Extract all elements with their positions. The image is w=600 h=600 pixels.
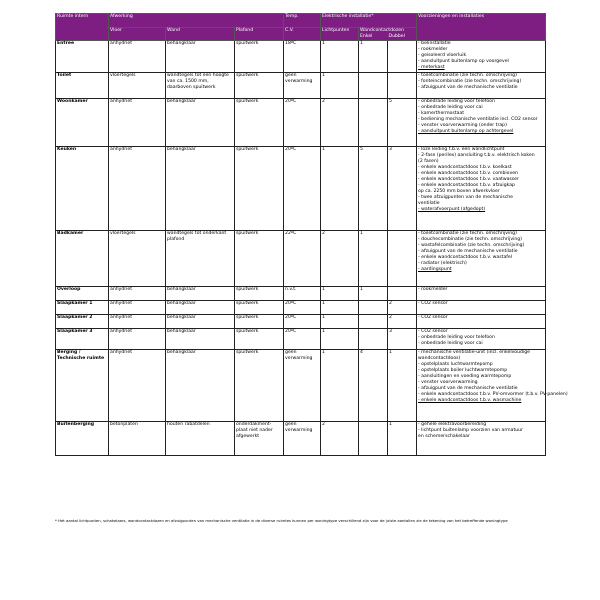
enkel-cell (359, 99, 388, 147)
dubbel-cell: 2 (388, 315, 417, 329)
lichtpunten-cell: 1 (321, 41, 359, 73)
ceiling-cell: spuitwerk (235, 301, 284, 315)
voorziening-item: - enkele wandcontactdoos t.b.v. koelkast (418, 165, 512, 170)
enkel-cell (359, 315, 388, 329)
floor-cell: vloertegels (109, 231, 166, 287)
header-afwerking: Afwerking (109, 14, 284, 28)
dubbel-cell: 1 (388, 422, 417, 456)
lichtpunten-cell: 2 (321, 99, 359, 147)
wall-cell: wandtegels tot onderkant plafond (166, 231, 235, 287)
voorziening-item: - fonteincombinatie (zie techn. omschrijving) (418, 79, 522, 84)
room-cell: Badkamer (56, 231, 109, 287)
voorziening-item: - enkele wandcontactdoos t.b.v. wastafel (418, 255, 512, 260)
voorziening-item: - douchecombinatie (zie techn. omschrijving) (418, 237, 522, 242)
wall-cell: behangklaar (166, 287, 235, 301)
footnote: * Het aantal lichtpunten, schakelaars, wandcontactdozen en afzuigpunten van mechanische ventilatie in de diverse ruimtes kunnen per woningtype verschillend zijn voor de juiste aantallen zie de tekening van het betreffende woningtype (55, 518, 508, 523)
dubbel-cell (388, 73, 417, 99)
header-wcd-cell (359, 28, 417, 41)
floor-cell: anhydriet (109, 350, 166, 422)
header-wandcontactdozen: Wandcontactdozen (360, 28, 404, 33)
dubbel-cell: 5 (388, 99, 417, 147)
header-lichtpunten: Lichtpunten (321, 28, 359, 41)
voorziening-item: - gehele elektravoorbereiding (418, 422, 487, 427)
voorziening-item: - enkele wandcontactdoos t.b.v. combioven (418, 171, 518, 176)
dubbel-cell (388, 287, 417, 301)
voorziening-item: - opstelplaats boiler luchtwarmtepomp (418, 368, 508, 373)
temp-cell: geen verwarming (284, 422, 321, 456)
room-cell: Berging / Technische ruimte (56, 350, 109, 422)
table-row (56, 422, 546, 456)
floor-cell: anhydriet (109, 287, 166, 301)
voorzieningen-cell (417, 315, 546, 329)
voorziening-item: - venster voorverwarming (onder trap) (418, 123, 507, 128)
lichtpunten-cell: 2 (321, 422, 359, 456)
enkel-cell: 5 (359, 147, 388, 231)
voorziening-item: - afzuigpunt van de mechanische ventilatie (418, 386, 518, 391)
room-cell: Buitenberging (56, 422, 109, 456)
voorziening-item: - onbedrade leiding voor cai (418, 341, 483, 346)
table-row (56, 99, 546, 147)
temp-cell: 18ºC (284, 41, 321, 73)
voorziening-item: - enkele wandcontactdoos t.b.v. wasmachine (418, 398, 522, 403)
voorziening-item: - meterkast (418, 65, 445, 70)
wall-cell: behangklaar (166, 301, 235, 315)
room-cell: Slaapkamer 3 (56, 329, 109, 350)
wall-cell: behangklaar (166, 41, 235, 73)
table-row (56, 329, 546, 350)
temp-cell: 20ºC (284, 329, 321, 350)
room-cell: Slaapkamer 2 (56, 315, 109, 329)
enkel-cell (359, 329, 388, 350)
voorziening-item: - venster voorverwarming (418, 380, 478, 385)
floor-cell: anhydriet (109, 301, 166, 315)
voorzieningen-list (418, 329, 544, 347)
voorziening-item: wandcontactdoos) (418, 356, 461, 361)
table-row (56, 315, 546, 329)
voorzieningen-cell (417, 422, 546, 456)
ceiling-cell: onderdakment-plaat niet nader afgewerkt (235, 422, 284, 456)
voorziening-item: - aansluitpunt buitenlamp op voorgevel (418, 59, 509, 64)
room-cell: Entree (56, 41, 109, 73)
voorzieningen-list (418, 301, 544, 307)
enkel-cell: 1 (359, 231, 388, 287)
voorziening-item: op ca. 2250 mm boven afwerkvloer (418, 189, 500, 194)
lichtpunten-cell: 1 (321, 350, 359, 422)
header-cv: C.V. (284, 28, 321, 41)
ceiling-cell: spuitwerk (235, 99, 284, 147)
voorziening-item: - rookmelder (418, 287, 448, 292)
voorziening-item: - aansluitingen en voeding warmtepomp (418, 374, 512, 379)
voorziening-item: - lichtpunt buitenlamp voorzien van armatuur (418, 428, 523, 433)
table-body (56, 41, 568, 456)
voorziening-item: - onbedrade leiding voor telefoon (418, 335, 495, 340)
voorzieningen-list (418, 73, 544, 91)
table-row (56, 301, 546, 315)
temp-cell: geen verwarming (284, 73, 321, 99)
voorziening-item: - radiator (elektrisch) (418, 261, 467, 266)
dubbel-cell: 3 (388, 329, 417, 350)
voorzieningen-cell (417, 287, 546, 301)
lichtpunten-cell: 1 (321, 315, 359, 329)
wall-cell: behangklaar (166, 350, 235, 422)
dubbel-cell: 1 (388, 350, 417, 422)
table-row (56, 147, 546, 231)
voorziening-item: - aansluitpunt buitenlamp op achtergevel (418, 129, 514, 134)
voorziening-item: - CO2 sensor (418, 301, 448, 306)
header-ruimte: Ruimte intern (56, 14, 109, 41)
voorziening-item: - rookmelder (418, 47, 448, 52)
dubbel-cell (388, 41, 417, 73)
voorziening-item: - waterafvoerpunt (afgedopt) (418, 207, 486, 212)
dubbel-cell: 3 (388, 147, 417, 231)
voorzieningen-list (418, 287, 544, 293)
wall-cell: behangklaar (166, 147, 235, 231)
table-row (56, 73, 546, 99)
lichtpunten-cell: 1 (321, 287, 359, 301)
ceiling-cell: spuitwerk (235, 287, 284, 301)
voorziening-item: - aardingspunt (418, 267, 452, 272)
header-wand: Wand (166, 28, 235, 41)
voorziening-item: - loze leiding t.b.v. een wandlichtpunt (418, 147, 505, 152)
voorziening-item: - 2-fase (perilex) aansluiting t.b.v. elektrisch koken (418, 153, 535, 158)
enkel-cell (359, 301, 388, 315)
voorziening-item: - afzuigpunt van de mechanische ventilatie (418, 249, 518, 254)
floor-cell: betonplaten (109, 422, 166, 456)
wall-cell: behangklaar (166, 99, 235, 147)
voorziening-item: - onbedrade leiding voor telefoon (418, 99, 495, 104)
voorzieningen-cell (417, 147, 546, 231)
voorziening-item: - onbedrade leiding voor cai (418, 105, 483, 110)
voorziening-item: - enkele wandcontactdoos t.b.v. PV-omvormer (t.b.v. PV-panelen) (418, 392, 568, 397)
voorziening-item: - belinstallatie (418, 41, 451, 46)
dubbel-cell (388, 231, 417, 287)
wall-cell: wandtegels tot een hoogte van ca. 1500 mm, daarboven spuitwerk (166, 73, 235, 99)
voorziening-item: - CO2 sensor (418, 315, 448, 320)
room-cell: Woonkamer (56, 99, 109, 147)
temp-cell: 20ºC (284, 147, 321, 231)
header-temp: Temp. (284, 14, 321, 28)
enkel-cell (359, 422, 388, 456)
lichtpunten-cell: 1 (321, 301, 359, 315)
header-elektrische: Elektrische installatie* (321, 14, 417, 28)
voorziening-item: - enkele wandcontactdoos t.b.v. vaatwasser (418, 177, 519, 182)
voorziening-item: en schemerschakelaar (418, 434, 470, 439)
ceiling-cell: spuitwerk (235, 315, 284, 329)
voorzieningen-list (418, 231, 544, 273)
voorziening-item: - CO2 sensor (418, 329, 448, 334)
dubbel-cell: 2 (388, 301, 417, 315)
header-dubbel: Dubbel (388, 34, 405, 39)
ceiling-cell: spuitwerk (235, 329, 284, 350)
voorzieningen-list (418, 147, 544, 213)
floor-cell: vloertegels (109, 73, 166, 99)
temp-cell: 20ºC (284, 99, 321, 147)
voorzieningen-cell (417, 301, 546, 315)
floor-cell: anhydriet (109, 329, 166, 350)
lichtpunten-cell: 1 (321, 147, 359, 231)
voorziening-item: - opstelplaats luchtwarmtepomp (418, 362, 493, 367)
lichtpunten-cell: 1 (321, 73, 359, 99)
voorzieningen-cell (417, 231, 546, 287)
header-vloer: Vloer (109, 28, 166, 41)
voorzieningen-cell (417, 73, 546, 99)
voorziening-item: - mechanische ventilatie-unit (incl. enkelvoudige (418, 350, 530, 355)
temp-cell: 20ºC (284, 301, 321, 315)
table-row (56, 41, 546, 73)
wall-cell: behangklaar (166, 315, 235, 329)
table-header (56, 14, 546, 41)
enkel-cell: 1 (359, 41, 388, 73)
header-enkel: Enkel (360, 34, 373, 39)
voorzieningen-cell (417, 41, 546, 73)
enkel-cell: 1 (359, 287, 388, 301)
floor-cell: anhydriet (109, 99, 166, 147)
header-voorzieningen: Voorzieningen en installaties (417, 14, 546, 41)
temp-cell: 22ºC (284, 231, 321, 287)
wall-cell: houten rabatdelen (166, 422, 235, 456)
table-row (56, 231, 546, 287)
voorzieningen-list (418, 99, 544, 135)
voorzieningen-list (418, 315, 544, 321)
voorziening-item: - afzuigpunt van de mechanische ventilatie (418, 85, 518, 90)
voorziening-item: - bediening mechanische ventilatie incl. CO2 sensor (418, 117, 538, 122)
voorziening-item: - enkele wandcontactdoos t.b.v. afzuigkap (418, 183, 515, 188)
lichtpunten-cell: 1 (321, 329, 359, 350)
ceiling-cell: spuitwerk (235, 350, 284, 422)
floor-cell: anhydriet (109, 315, 166, 329)
temp-cell: 20ºC (284, 315, 321, 329)
table-row (56, 350, 546, 422)
voorziening-item: - twee afzuigpunten van de mechanische (418, 195, 514, 200)
voorzieningen-list (418, 422, 544, 440)
floor-cell: anhydriet (109, 41, 166, 73)
finishing-specification-table (55, 13, 568, 456)
voorzieningen-cell (417, 329, 546, 350)
lichtpunten-cell: 2 (321, 231, 359, 287)
voorziening-item: - wastafelcombinatie (zie techn. omschrijving) (418, 243, 525, 248)
ceiling-cell: spuitwerk (235, 147, 284, 231)
table-row (56, 287, 546, 301)
floor-cell: anhydriet (109, 147, 166, 231)
header-wcd-sub (359, 34, 416, 40)
ceiling-cell: spuitwerk (235, 73, 284, 99)
voorziening-item: - geisoleerd vloerluik (418, 53, 467, 58)
enkel-cell: 4 (359, 350, 388, 422)
voorzieningen-cell (417, 99, 546, 147)
ceiling-cell: spuitwerk (235, 231, 284, 287)
voorzieningen-list (418, 41, 544, 71)
room-cell: Toilet (56, 73, 109, 99)
wall-cell: behangklaar (166, 329, 235, 350)
voorziening-item: - toiletcombinatie (zie techn. omschrijving) (418, 73, 517, 78)
voorzieningen-cell (417, 350, 568, 422)
room-cell: Slaapkamer 1 (56, 301, 109, 315)
voorzieningen-list (418, 350, 568, 404)
voorziening-item: - kamerthermostaat (418, 111, 464, 116)
header-plafond: Plafond (235, 28, 284, 41)
voorziening-item: - toiletcombinatie (zie techn. omschrijving) (418, 231, 517, 236)
voorziening-item: (2 fasen) (418, 159, 439, 164)
temp-cell: geen verwarming (284, 350, 321, 422)
room-cell: Keuken (56, 147, 109, 231)
room-cell: Overloop (56, 287, 109, 301)
enkel-cell (359, 73, 388, 99)
temp-cell: n.v.t. (284, 287, 321, 301)
voorziening-item: ventilatie (418, 201, 440, 206)
ceiling-cell: spuitwerk (235, 41, 284, 73)
